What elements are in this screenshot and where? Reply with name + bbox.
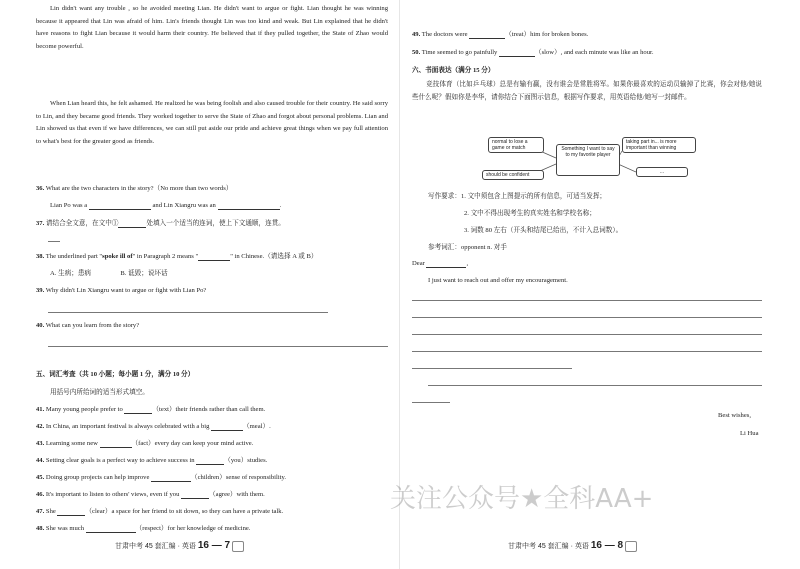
answer-prompt-a: Lian Po was a: [50, 202, 88, 209]
diagram-box-top-right: taking part in... is more important than winning: [622, 137, 696, 153]
question-hint: （fact）every day can keep your mind active.: [131, 440, 254, 447]
question-number: 36.: [36, 185, 45, 192]
answer-blank-36b[interactable]: [218, 202, 280, 210]
question-40: [36, 322, 139, 330]
section-5-instruction: 用括号内所给词的适当形式填空。: [50, 389, 149, 396]
question-45: [36, 474, 286, 482]
page-number: 16 — 7: [197, 540, 231, 551]
requirement-3: 3. 词数 80 左右（开头和结尾已给出，不计入总词数）。: [464, 227, 623, 234]
question-number: 43.: [36, 440, 45, 447]
answer-blank-38[interactable]: [198, 253, 230, 261]
question-text: What can you learn from the story?: [45, 322, 140, 329]
question-36: [36, 185, 232, 193]
answer-blank-37[interactable]: [118, 220, 146, 228]
question-text: What are the two characters in the story?（No more than two words）: [45, 185, 233, 192]
question-number: 37.: [36, 220, 45, 227]
answer-blank-36a[interactable]: [89, 202, 151, 210]
writing-line[interactable]: [412, 317, 762, 318]
watermark: 关注公众号★全科AA+: [390, 484, 654, 514]
footer-label: 甘肃中考 45 套汇编 · 英语: [115, 543, 196, 550]
question-text: The doctors were: [421, 31, 468, 38]
answer-line-40[interactable]: [48, 346, 388, 347]
question-42: [36, 423, 271, 431]
question-text-mid: " in Paragraph 2 means ": [132, 253, 199, 260]
question-text: Why didn't Lin Xiangru want to argue or fight with Lian Po?: [45, 287, 207, 294]
question-number: 40.: [36, 322, 45, 329]
letter-opening: I just want to reach out and offer my encouragement.: [428, 277, 568, 284]
question-hint: （text）their friends rather than call them.: [152, 406, 266, 413]
question-38: [36, 253, 318, 261]
badge-icon: [232, 541, 244, 552]
question-text: She was much: [45, 525, 84, 532]
writing-line[interactable]: [428, 385, 762, 386]
diagram-box-bottom-right: ...: [636, 167, 688, 177]
reference-vocab: 参考词汇：opponent n. 对手: [428, 244, 507, 251]
passage-paragraph-4: When Lian heard this, he felt ashamed. He realized he was being foolish and also caused trouble for their country. He said sorry to Lin, and they became good friends. They worked together to serve the State of Zhao and forgot about personal problems. Lian and Lin showed us that even if we have differences, we can still put aside our pride and achieve great things when we pay full attention to what's best for the greater good as friends.: [36, 100, 388, 145]
section-6-title: 六、书面表达（满分 15 分）: [412, 67, 495, 74]
question-hint: （slow）, and each minute was like an hour.: [535, 49, 654, 56]
question-48: [36, 525, 250, 533]
question-number: 49.: [412, 31, 421, 38]
question-46: [36, 491, 265, 499]
question-text: In China, an important festival is always celebrated with a big: [45, 423, 210, 430]
writing-line[interactable]: [412, 368, 572, 369]
writing-line[interactable]: [412, 300, 762, 301]
page-number: 16 — 8: [590, 540, 624, 551]
question-hint: （respect）for her knowledge of medicine.: [135, 525, 251, 532]
question-text: She: [45, 508, 56, 515]
question-text: The underlined part ": [45, 253, 103, 260]
question-37: [36, 220, 285, 228]
requirement-1: [428, 193, 606, 201]
requirement-label: 写作要求：: [428, 193, 461, 200]
section-5-title: 五、词汇考查（共 10 小题；每小题 1 分，满分 10 分）: [36, 371, 195, 378]
answer-line-37[interactable]: [48, 241, 60, 242]
question-number: 41.: [36, 406, 45, 413]
diagram-box-bottom-left: should be confident: [482, 170, 544, 180]
question-number: 45.: [36, 474, 45, 481]
question-text: 请结合全文意，在文中①: [45, 220, 119, 227]
question-text-tail: " in Chinese.（请选择 A 或 B）: [230, 253, 318, 260]
answer-blank-42[interactable]: [211, 423, 243, 431]
answer-blank-43[interactable]: [100, 440, 132, 448]
question-number: 38.: [36, 253, 45, 260]
question-43: [36, 440, 253, 448]
connector-bottom-right: [618, 164, 636, 172]
answer-blank-41[interactable]: [124, 406, 152, 414]
question-number: 47.: [36, 508, 45, 515]
letter-signature: Li Hua: [740, 430, 759, 437]
question-47: [36, 508, 283, 516]
footer-label: 甘肃中考 45 套汇编 · 英语: [508, 543, 589, 550]
question-number: 46.: [36, 491, 45, 498]
answer-line-39[interactable]: [48, 312, 328, 313]
answer-blank-45[interactable]: [151, 474, 191, 482]
answer-blank-48[interactable]: [86, 525, 136, 533]
question-text: Setting clear goals is a perfect way to achieve success in: [45, 457, 195, 464]
question-text: Time seemed to go painfully: [421, 49, 498, 56]
question-number: 42.: [36, 423, 45, 430]
greeting-comma: ,: [466, 260, 469, 267]
question-41: [36, 406, 265, 414]
requirement-2: 2. 文中不得出现考生的真实姓名和学校名称；: [464, 210, 596, 217]
question-36-answer-line: [50, 202, 281, 210]
answer-prompt-b: and Lin Xiangru was an: [152, 202, 216, 209]
question-39: [36, 287, 206, 295]
question-38-options: [50, 270, 168, 278]
question-text: Many young people prefer to: [45, 406, 123, 413]
question-text-tail: 处填入一个适当的连词，使上下文通顺，连贯。: [146, 220, 285, 227]
answer-blank-44[interactable]: [196, 457, 224, 465]
writing-line[interactable]: [412, 334, 762, 335]
option-b[interactable]: B. 诋毁；说坏话: [120, 270, 168, 277]
question-hint: （agree）with them.: [209, 491, 265, 498]
writing-line[interactable]: [412, 351, 762, 352]
diagram-box-center: Something I want to say to my favorite player: [556, 144, 620, 176]
left-footer: [115, 540, 244, 552]
question-text: Learning some new: [45, 440, 98, 447]
right-footer: [508, 540, 637, 552]
letter-greeting: [412, 260, 468, 268]
option-a[interactable]: A. 生病；患病: [50, 270, 92, 277]
question-number: 39.: [36, 287, 45, 294]
answer-end: .: [279, 202, 282, 209]
answer-blank-47[interactable]: [57, 508, 85, 516]
badge-icon: [625, 541, 637, 552]
diagram-box-top-left: normal to lose a game or match: [488, 137, 544, 153]
question-text: It's important to listen to others' views, even if you: [45, 491, 180, 498]
question-44: [36, 457, 267, 465]
underlined-phrase: spoke ill of: [102, 253, 133, 260]
question-hint: （meal）.: [243, 423, 271, 430]
recipient-blank[interactable]: [426, 260, 469, 268]
writing-line[interactable]: [412, 402, 450, 403]
question-number: 44.: [36, 457, 45, 464]
letter-closing: Best wishes,: [718, 412, 751, 419]
question-hint: （children）sense of responsibility.: [191, 474, 287, 481]
requirement-text: 1. 文中须包含上图提示的所有信息，可适当发挥；: [460, 193, 607, 200]
question-hint: （you）studies.: [224, 457, 268, 464]
question-number: 48.: [36, 525, 45, 532]
greeting-word: Dear: [412, 260, 425, 267]
question-hint: （clear）a space for her friend to sit down, so they can have a private talk.: [85, 508, 284, 515]
question-number: 50.: [412, 49, 421, 56]
answer-blank-46[interactable]: [181, 491, 209, 499]
passage-paragraph-3: Lin didn't want any trouble , so he avoided meeting Lian. He didn't want to argue or fight. Lian thought he was winning because it appeared that Lin was afraid of him. Lin's friends thought Lin was too kind and weak. But Lin explained that he didn't have reasons to fight Lian because it would harm their country. He believed that if they pulled together, the State of Zhao would become powerful.: [36, 5, 388, 50]
question-hint: （treat）him for broken bones.: [505, 31, 589, 38]
section-6-prompt: 竞技体育（比如乒乓球）总是有输有赢，没有谁会是常胜将军。如果你最喜欢的运动员输掉了比赛，你会对他/她说些什么呢？假如你是李华，请你结合下面图示信息，根据写作要求，用英语给他/她写一封邮件。: [412, 81, 762, 101]
question-text: Doing group projects can help improve: [45, 474, 150, 481]
